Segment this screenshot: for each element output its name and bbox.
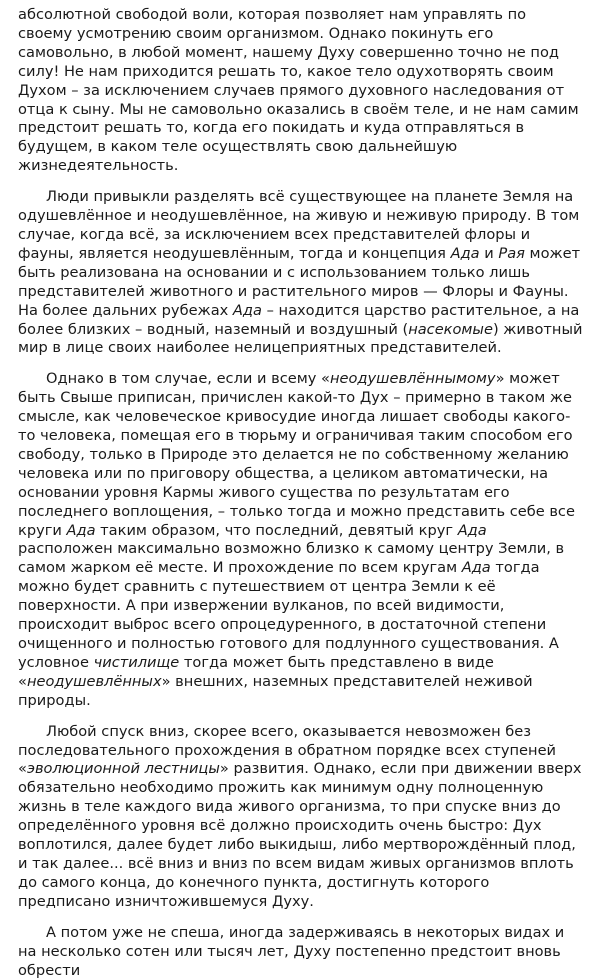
text-run: ) животный мир в лице своих наиболее нелицеприятных представителей.: [18, 320, 583, 357]
text-run: тогда можно будет сравнить с путешествием от центра Земли к её поверхности. А при извержении вулканов, по всей видимости, происходит выброс всего опроцедуренного, в достаточной степени очищенного и полностью готового для подлунного существования. А условное: [18, 559, 559, 671]
italic-text-run: насекомые: [408, 320, 493, 338]
text-run: А потом уже не спеша, иногда задерживаясь в некоторых видах и на несколько сотен или тысяч лет, Духу постепенно предстоит вновь обрести: [18, 923, 565, 979]
text-run: тогда может быть представлено в виде «: [18, 653, 494, 690]
text-run: расположен максимально возможно близко к самому центру Земли, в самом жарком её месте. И прохождение по всем кругам: [18, 540, 565, 577]
italic-text-run: Ада: [461, 559, 491, 577]
text-run: Любой спуск вниз, скорее всего, оказывается невозможен без последовательного прохождения в обратном порядке всех ступеней «: [18, 722, 557, 778]
text-run: абсолютной свободой воли, которая позволяет нам управлять по своему усмотрению своим организмом. Однако покинуть его самовольно, в любой момент, нашему Духу совершенно точно не под силу! Не нам приходится решать то, какое тело одухотворять своим Духом – за исключением случаев прямого духовного наследования от отца к сыну. Мы не самовольно оказались в своём теле, и не нам самим предстоит решать то, когда его покидать и куда отправляться в будущем, в каком теле осуществлять свою дальнейшую жизнедеятельность.: [18, 6, 579, 175]
paragraph-4: [18, 723, 584, 912]
text-run: может быть реализована на основании и с использованием только лишь представителей животного и растительного миров — Флоры и Фауны. На более дальних рубежах: [18, 244, 581, 319]
text-run: Люди привыкли разделять всё существующее на планете Земля на одушевлённое и неодушевлённое, на живую и неживую природу. В том случае, когда всё, за исключением всех представителей флоры и фауны, является неодушевлённым, тогда и концепция: [18, 188, 580, 262]
text-run: и: [479, 244, 499, 262]
paragraph-5: [18, 924, 584, 980]
italic-text-run: неодушевлённымому: [329, 370, 496, 388]
paragraph-3: [18, 370, 584, 710]
italic-text-run: Рая: [498, 244, 525, 262]
paragraph-1: [18, 6, 584, 176]
document-page: [18, 6, 584, 980]
italic-text-run: неодушевлённых: [26, 672, 162, 690]
italic-text-run: Ада: [457, 521, 487, 539]
italic-text-run: Ада: [66, 521, 96, 539]
paragraph-2: [18, 188, 584, 358]
text-run: » развития. Однако, если при движении вверх обязательно необходимо прожить как минимум одну полноценную жизнь в теле каждого вида живого организма, то при спуске вниз до определённого уровня всё должно происходить очень быстро: Дух воплотился, далее будет либо выкидыш, либо мертворождённый плод, и так далее... всё вниз и вниз по всем видам живых организмов вплоть до самого конца, до конечного пункта, достигнуть которого предписано изничтожившемуся Духу.: [18, 760, 582, 910]
text-run: таким образом, что последний, девятый круг: [95, 521, 458, 539]
italic-text-run: Ада: [450, 244, 480, 262]
italic-text-run: чистилище: [93, 653, 180, 671]
text-run: Однако в том случае, если и всему «: [46, 370, 330, 388]
italic-text-run: эволюционной лестницы: [26, 760, 220, 778]
text-run: » может быть Свыше приписан, причислен какой-то Дух – примерно в таком же смысле, как человеческое кривосудие иногда лишает свободы какого-то человека, помещая его в тюрьму и ограничивая таким способом его свободу, только в Природе это делается не по собственному желанию человека или по приговору общества, а целиком автоматически, на основании уровня Кармы живого существа по результатам его последнего воплощения, – только тогда и можно представить себе все круги: [18, 370, 575, 539]
text-run: » внешних, наземных представителей неживой природы.: [18, 672, 533, 709]
text-run: – находится царство растительное, а на более близких – водный, наземный и воздушный (: [18, 301, 580, 338]
italic-text-run: Ада: [232, 301, 262, 319]
